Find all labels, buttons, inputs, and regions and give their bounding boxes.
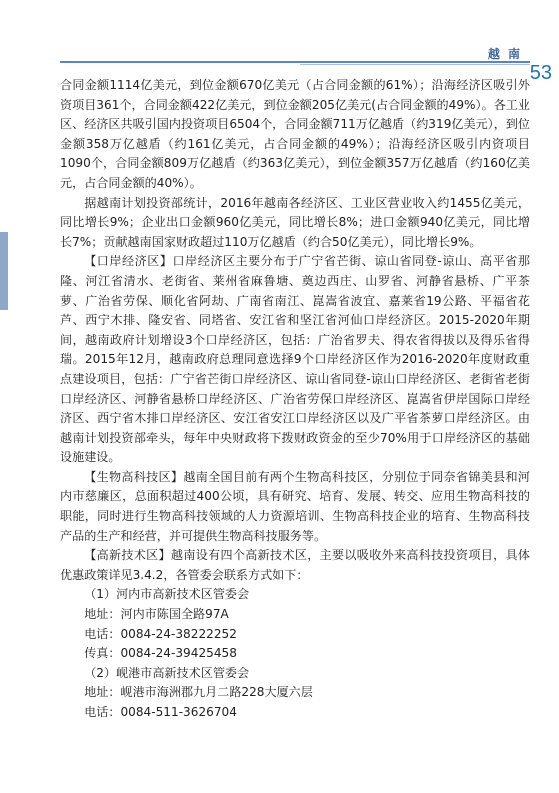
contact-heading-danang: （2）岘港市高新技术区管委会 <box>84 665 250 680</box>
paragraph-hitech-zones: 【高新技术区】越南设有四个高新技术区，主要以吸收外来高科技投资项目，具体优惠政策详见3.4.2，各管委会联系方式如下： <box>60 548 530 582</box>
contact-list <box>60 585 530 722</box>
paragraph-statistics-2016: 据越南计划投资部统计，2016年越南各经济区、工业区营业收入约1455亿美元，同比增长9%；企业出口金额960亿美元，同比增长8%；进口金额940亿美元，同比增长7%；贡献越南国家财政超过110万亿越盾（约合50亿美元），同比增长9%。 <box>60 195 530 249</box>
contact-phone-hanoi: 电话：0084-24-38222252 <box>84 626 237 641</box>
contact-heading-hanoi: （1）河内市高新技术区管委会 <box>84 587 250 602</box>
paragraph-investment-continued: 合同金额1114亿美元，到位金额670亿美元（占合同金额的61%）；沿海经济区吸引外资项目361个，合同金额422亿美元，到位金额205亿美元(占合同金额的49%）。各工业区、经济区共吸引国内投资项目6504个，合同金额711万亿越盾（约319亿美元），到位金额358万亿越盾（约161亿美元，占合同金额的49%）；沿海经济区吸引内资项目1090个，合同金额809万亿越盾（约363亿美元），到位金额357万亿越盾（约160亿美元，占合同金额的40%）。 <box>60 78 530 190</box>
contact-phone-danang: 电话：0084-511-3626704 <box>84 705 237 719</box>
running-header-title: 越 南 <box>487 47 522 61</box>
paragraph-biotech-zones: 【生物高科技区】越南全国目前有两个生物高科技区，分别位于同奈省锦美县和河内市慈廉区，总面积超过400公顷，具有研究、培育、发展、转交、应用生物高科技的职能，同时进行生物高科技领域的人力资源培训、生物高科技企业的培育、生物高科技产品的生产和经营，并可提供生物高科技服务等。 <box>60 469 530 543</box>
side-tab-marker <box>0 232 8 310</box>
contact-fax-hanoi: 传真：0084-24-39425458 <box>84 646 237 661</box>
header-rule-secondary <box>300 64 530 65</box>
contact-address-danang: 地址：岘港市海洲郡九月二路228大厦六层 <box>84 685 313 700</box>
page-body <box>60 76 530 723</box>
contact-address-hanoi: 地址：河内市陈国全路97A <box>84 607 229 622</box>
page-number: 53 <box>529 62 552 84</box>
paragraph-border-economic-zones: 【口岸经济区】口岸经济区主要分布于广宁省芒街、谅山省同登-谅山、高平省那隆、河江省清水、老街省、莱州省麻鲁塘、奠边西庄、山罗省、河静省悬桥、广平茶萝、广治省劳保、顺化省阿劫、广南省南江、崑嵩省波宜、嘉莱省19公路、平福省花芦、西宁木排、隆安省、同塔省、安江省和坚江省河仙口岸经济区。2015-2020年期间，越南政府计划增设3个口岸经济区，包括：广治省罗夫、得农省得拔以及得乐省得瑞。2015年12月，越南政府总理同意选择9个口岸经济区作为2016-2020年度财政重点建设项目，包括：广宁省芒街口岸经济区、谅山省同登-谅山口岸经济区、老街省老街口岸经济区、河静省悬桥口岸经济区、广治省劳保口岸经济区、崑嵩省伊岸国际口岸经济区、西宁省木排口岸经济区、安江省安江口岸经济区以及广平省茶萝口岸经济区。由越南计划投资部牵头，每年中央财政将下拨财政资金的至少70%用于口岸经济区的基础设施建设。 <box>60 254 530 465</box>
header-rule <box>60 61 530 63</box>
